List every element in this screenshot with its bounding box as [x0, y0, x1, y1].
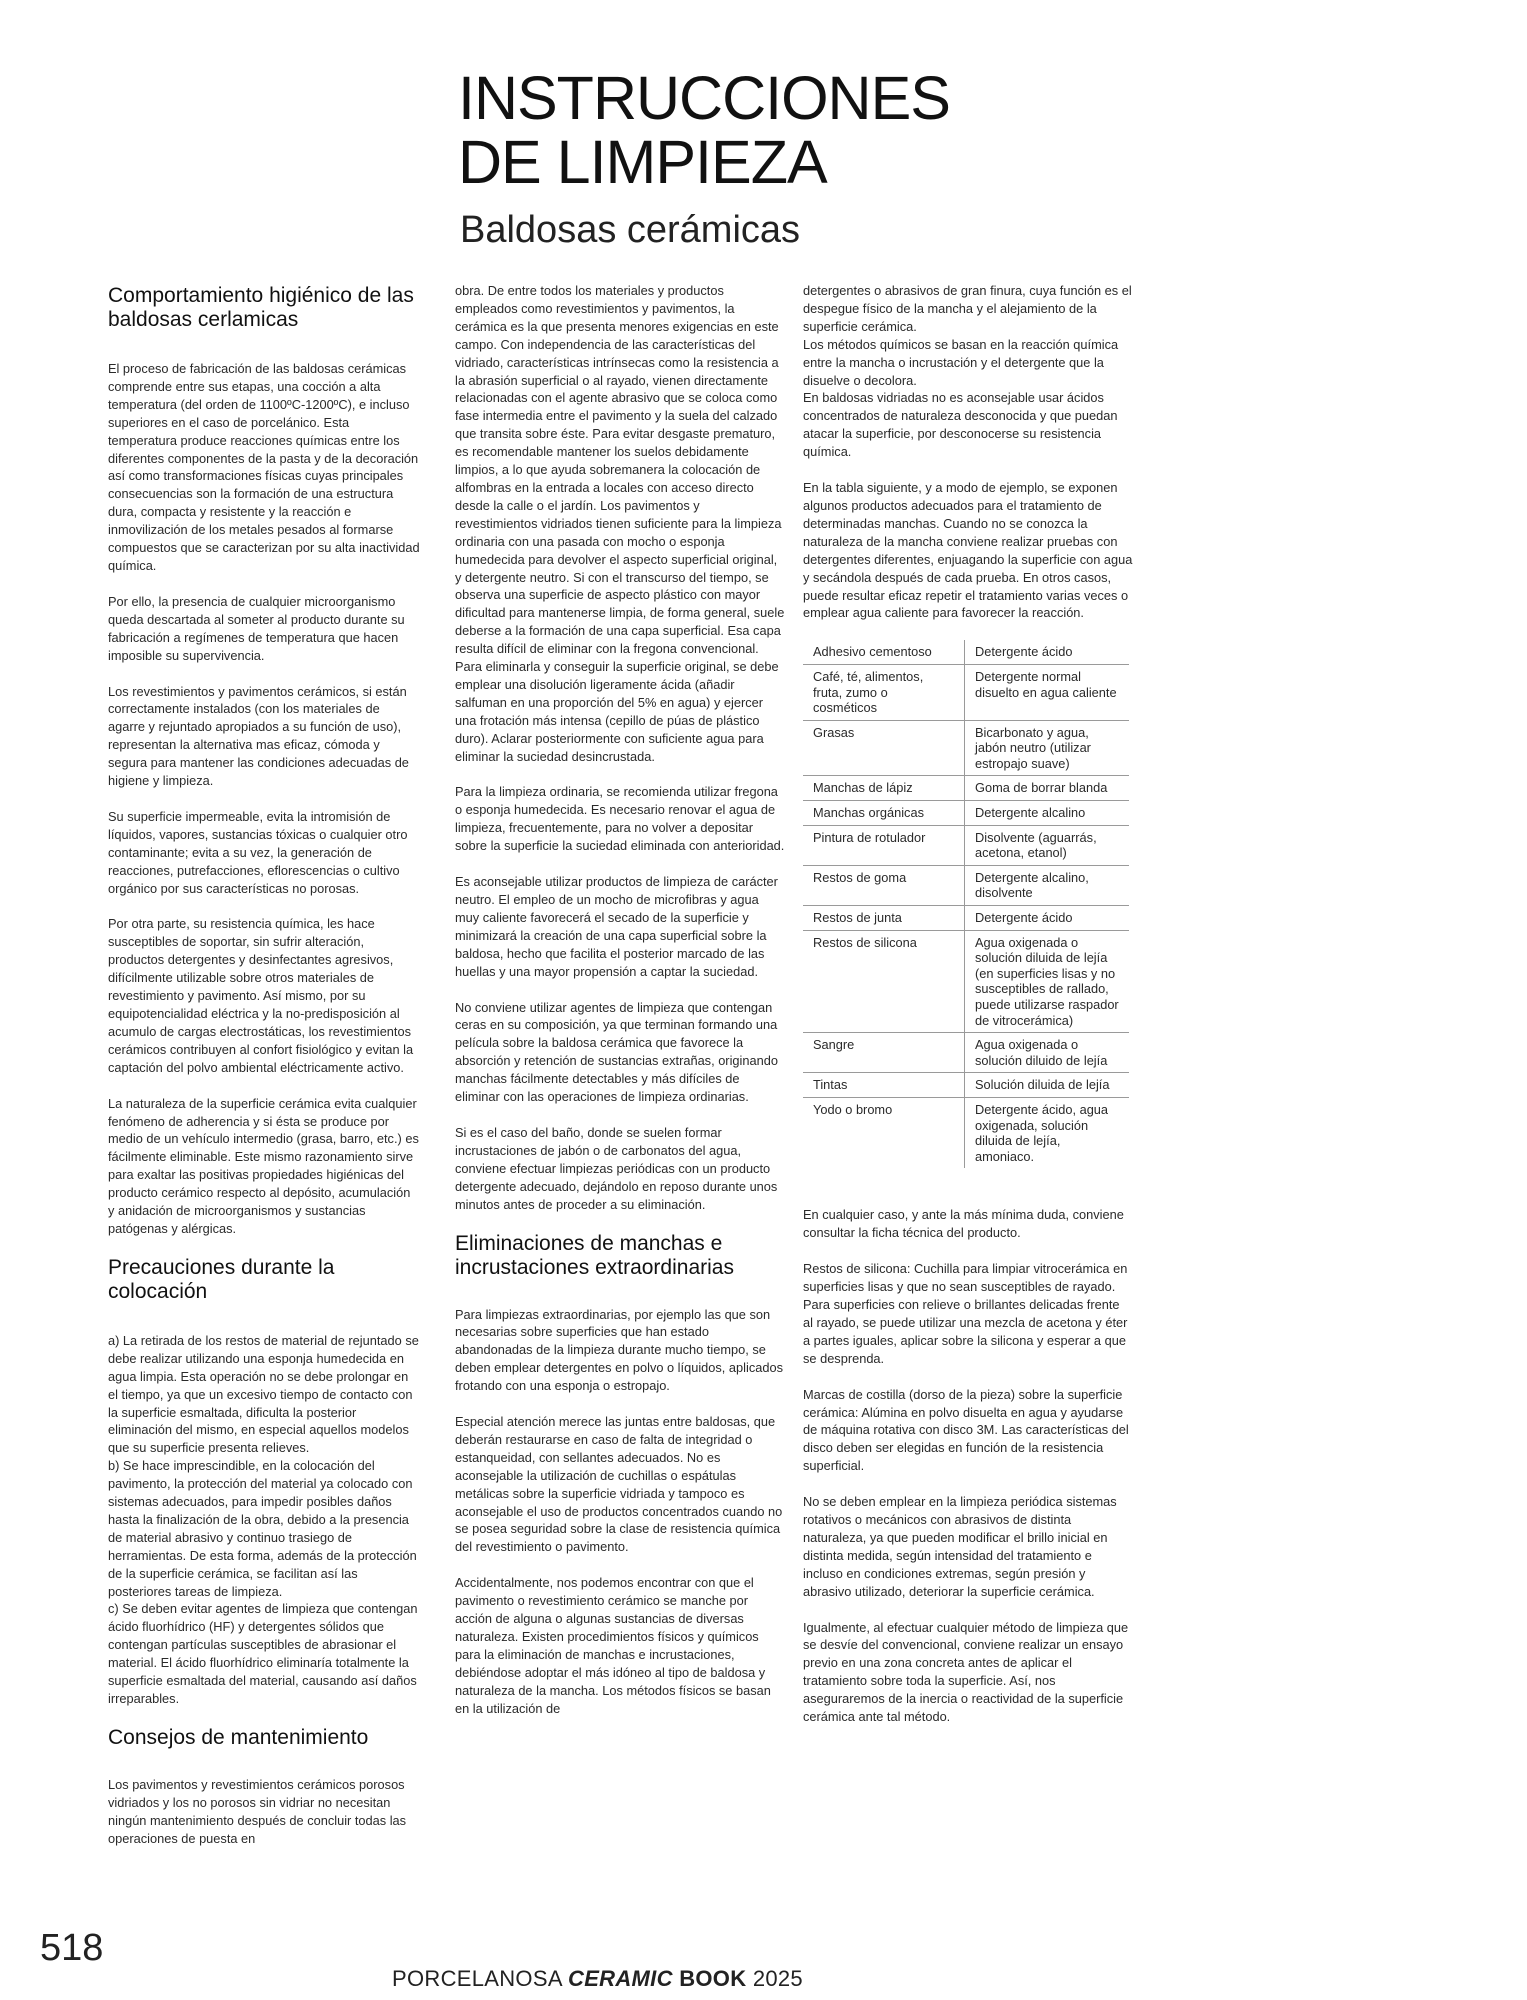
table-cell-product: Disolvente (aguarrás, acetona, etanol): [965, 825, 1130, 865]
paragraph: Por otra parte, su resistencia química, les hace susceptibles de soportar, sin sufrir alteración, productos detergentes y desinfectantes agresivos, difícilmente utilizable sobre otros materiales de revestimiento y pavimento. Así mismo, por su equipotencialidad eléctrica y la no-predisposición al acumulo de cargas electrostáticas, los revestimientos cerámicos contribuyen al confort fisiológico y evitan la captación del polvo ambiental eléctricamente activo.: [108, 916, 414, 1075]
paragraph: detergentes o abrasivos de gran finura, cuya función es el despegue físico de la mancha y el alejamiento de la superficie cerámica.: [803, 283, 1132, 334]
paragraph: No conviene utilizar agentes de limpieza que contengan ceras en su composición, ya que terminan formando una película sobre la baldosa cerámica que favorece la absorción y retención de sustancias extrañas, originando manchas fácilmente detectables y más difíciles de eliminar con las operaciones de limpieza ordinarias.: [455, 999, 778, 1105]
paragraph: En baldosas vidriadas no es aconsejable usar ácidos concentrados de naturaleza desconocida y que puedan atacar la superficie, por desconocerse su resistencia química.: [803, 390, 1118, 460]
paragraph: En cualquier caso, y ante la más mínima duda, conviene consultar la ficha técnica del producto.: [803, 1207, 1124, 1241]
paragraph: a) La retirada de los restos de material de rejuntado se debe realizar utilizando una esponja humedecida en agua limpia. Esta operación no se debe prolongar en el tiempo, ya que un excesivo tiempo de contacto con la superficie esmaltada, dificulta la posterior eliminación del mismo, en especial aquellos modelos que su superficie presenta relieves.: [108, 1332, 419, 1456]
page-number: 518: [40, 1927, 104, 1969]
title-line-1: INSTRUCCIONES: [458, 64, 950, 132]
table-cell-product: Solución diluida de lejía: [965, 1073, 1130, 1098]
table-cell-product: Goma de borrar blanda: [965, 776, 1130, 801]
table-cell-stain: Manchas orgánicas: [803, 801, 965, 826]
paragraph: Los métodos químicos se basan en la reacción química entre la mancha o incrustación y el detergente que la disuelve o decolora.: [803, 336, 1119, 388]
paragraph: Los pavimentos y revestimientos cerámicos porosos vidriados y los no porosos sin vidriar no necesitan ningún mantenimiento después de concluir todas las operaciones de puesta en: [108, 1776, 407, 1846]
table-cell-stain: Sangre: [803, 1033, 965, 1073]
paragraph: Para la limpieza ordinaria, se recomienda utilizar fregona o esponja humedecida. Es necesario renovar el agua de limpieza, frecuentemente, para no volver a depositar sobre la superficie la suciedad eliminada con anterioridad.: [455, 784, 785, 854]
table-cell-stain: Restos de goma: [803, 865, 965, 905]
stain-treatment-table: [803, 640, 1129, 1168]
paragraph: obra. De entre todos los materiales y productos empleados como revestimientos y pavimentos, la cerámica es la que presenta menores exigencias en este campo. Con independencia de las características del vidriado, características intrínsecas como la resistencia a la abrasión superficial o al rayado, vienen directamente relacionadas con el agente abrasivo que se coloca como fase intermedia entre el pavimento y la suela del calzado que transita sobre éste. Para evitar desgaste prematuro, es recomendable mantener los suelos debidamente limpios, a lo que ayuda sobremanera la colocación de alfombras en la entrada a locales con acceso directo desde la calle o el jardín. Los pavimentos y revestimientos vidriados tienen suficiente para la limpieza ordinaria con una pasada con mocho o esponja humedecida para devolver el aspecto superficial original, y detergente neutro. Si con el transcurso del tiempo, se observa una superficie de aspecto plástico con mayor dificultad para mantenerse limpia, de forma general, suele deberse a la formación de una capa superficial. Esa capa resulta difícil de eliminar con la fregona convencional. Para eliminarla y conseguir la superficie original, se debe emplear una disolución ligeramente ácida (añadir salfuman en una proporción del 5% en agua) y ejercer una frotación más intensa (cepillo de púas de plástico duro). Aclarar posteriormente con suficiente agua para eliminar la suciedad desincrustada.: [455, 283, 785, 764]
paragraph: Marcas de costilla (dorso de la pieza) sobre la superficie cerámica: Alúmina en polvo disuelta en agua y ayudarse de máquina rotativa con disco 3M. Las características del disco deben ser elegidas en función de la resistencia superficial.: [803, 1386, 1129, 1474]
table-cell-product: Detergente normal disuelto en agua caliente: [965, 664, 1130, 720]
column-3: [803, 282, 1133, 1744]
table-cell-stain: Adhesivo cementoso: [803, 640, 965, 664]
footer-ceramic: CERAMIC: [568, 1966, 673, 1991]
page-title: [458, 66, 1158, 194]
footer-year: 2025: [752, 1966, 803, 1991]
footer-publication-title: [392, 1966, 803, 1992]
table-row: [803, 720, 1129, 776]
paragraph: En la tabla siguiente, y a modo de ejemplo, se exponen algunos productos adecuados para el tratamiento de determinadas manchas. Cuando no se conozca la naturaleza de la mancha conviene realizar pruebas con detergentes diferentes, enjuagando la superficie con agua y secándola después de cada prueba. En otros casos, puede resultar eficaz repetir el tratamiento varias veces o emplear agua caliente para favorecer la reacción.: [803, 480, 1133, 621]
table-cell-stain: Restos de silicona: [803, 930, 965, 1033]
table-row: [803, 865, 1129, 905]
table-cell-product: Bicarbonato y agua, jabón neutro (utilizar estropajo suave): [965, 720, 1130, 776]
table-cell-product: Agua oxigenada o solución diluida de lejía (en superficies lisas y no susceptibles de rallado, puede utilizarse raspador de vitrocerámica): [965, 930, 1130, 1033]
paragraph: b) Se hace imprescindible, en la colocación del pavimento, la protección del material ya colocado con sistemas adecuados, para impedir posibles daños hasta la finalización de la obra, debido a la presencia de material abrasivo y continuo trasiego de herramientas. De esta forma, además de la protección de la superficie cerámica, se facilitan así las posteriores tareas de limpieza.: [108, 1458, 417, 1599]
paragraph: Si es el caso del baño, donde se suelen formar incrustaciones de jabón o de carbonatos del agua, conviene efectuar limpiezas periódicas con un producto detergente adecuado, dejándolo en reposo durante unos minutos antes de proceder a su eliminación.: [455, 1124, 778, 1212]
paragraph: Es aconsejable utilizar productos de limpieza de carácter neutro. El empleo de un mocho de microfibras y agua muy caliente favorecerá el secado de la superficie y minimizará la creación de una capa superficial sobre la baldosa, hecho que facilita el posterior marcado de las huellas y una mayor propensión a captar la suciedad.: [455, 874, 778, 979]
paragraph: c) Se deben evitar agentes de limpieza que contengan ácido fluorhídrico (HF) y detergentes sólidos que contengan partículas susceptibles de abrasionar el material. El ácido fluorhídrico eliminaría totalmente la superficie esmaltada del material, causando así daños irreparables.: [108, 1601, 418, 1706]
table-row: [803, 930, 1129, 1033]
paragraph: No se deben emplear en la limpieza periódica sistemas rotativos o mecánicos con abrasivos de distinta naturaleza, ya que pueden modificar el brillo inicial en distinta medida, según intensidad del tratamiento e incluso en condiciones extremas, según presión y abrasivo utilizado, deteriorar la superficie cerámica.: [803, 1494, 1117, 1599]
table-row: [803, 906, 1129, 931]
table-row: [803, 664, 1129, 720]
table-row: [803, 825, 1129, 865]
table-cell-product: Detergente ácido, agua oxigenada, solución diluida de lejía, amoniaco.: [965, 1097, 1130, 1168]
table-cell-product: Detergente ácido: [965, 906, 1130, 931]
paragraph: Especial atención merece las juntas entre baldosas, que deberán restaurarse en caso de falta de integridad o estanqueidad, con sellantes adecuados. No es aconsejable la utilización de cuchillas o espátulas metálicas sobre la superficie vidriada y tampoco es aconsejable el uso de productos concentrados cuando no se posea seguridad sobre la clase de resistencia química del revestimiento o pavimento.: [455, 1414, 783, 1555]
paragraph: La naturaleza de la superficie cerámica evita cualquier fenómeno de adherencia y si ésta se produce por medio de un vehículo intermedio (grasa, barro, etc.) es fácilmente eliminable. Este mismo razonamiento sirve para exaltar las positivas propiedades higiénicas del producto cerámico respecto al depósito, acumulación y anidación de microorganismos y sustancias patógenas y alérgicas.: [108, 1095, 419, 1236]
table-row: [803, 1073, 1129, 1098]
paragraph: Para limpiezas extraordinarias, por ejemplo las que son necesarias sobre superficies que han estado abandonadas de la limpieza durante mucho tiempo, se deben emplear detergentes en polvo o líquidos, aplicados frotando con una esponja o estropajo.: [455, 1306, 783, 1394]
column-1: [108, 284, 420, 1866]
paragraph: Los revestimientos y pavimentos cerámicos, si están correctamente instalados (con los materiales de agarre y rejuntado apropiados a su función de uso), representan la alternativa mas eficaz, cómoda y segura para mantener las condiciones adecuadas de higiene y limpieza.: [108, 683, 409, 789]
table-cell-product: Detergente alcalino, disolvente: [965, 865, 1130, 905]
paragraph: El proceso de fabricación de las baldosas cerámicas comprende entre sus etapas, una cocción a alta temperatura (del orden de 1100ºC-1200ºC), e incluso superiores en el caso de porcelánico. Esta temperatura produce reacciones químicas entre los diferentes componentes de la pasta y de la decoración así como transformaciones físicas cuyas principales consecuencias son la formación de una estructura dura, compacta y resistente y la reacción e inmovilización de los metales pesados al formarse compuestos que se caracterizan por su alta inactividad química.: [108, 361, 420, 573]
table-cell-stain: Manchas de lápiz: [803, 776, 965, 801]
page-subtitle: Baldosas cerámicas: [460, 209, 801, 251]
section-heading-maintenance: Consejos de mantenimiento: [108, 1725, 369, 1749]
section-heading-hygiene: Comportamiento higiénico de las baldosas cerlamicas: [108, 284, 414, 331]
paragraph: Por ello, la presencia de cualquier microorganismo queda descartada al someter al producto durante su fabricación a regímenes de temperatura que hacen imposible su supervivencia.: [108, 593, 405, 663]
paragraph: Igualmente, al efectuar cualquier método de limpieza que se desvíe del convencional, conviene realizar un ensayo previo en una zona concreta antes de aplicar el tratamiento sobre toda la superficie. Así, nos aseguraremos de la inercia o reactividad de la superficie cerámica ante tal método.: [803, 1619, 1129, 1725]
footer-book: BOOK: [679, 1966, 747, 1991]
paragraph: Su superficie impermeable, evita la intromisión de líquidos, vapores, sustancias tóxicas o cualquier otro contaminante; evita a su vez, la generación de reacciones, putrefacciones, eflorescencias o cultivo orgánico por sus características no porosas.: [108, 808, 408, 896]
title-line-2: DE LIMPIEZA: [458, 128, 827, 196]
table-cell-product: Agua oxigenada o solución diluido de lejía: [965, 1033, 1130, 1073]
table-cell-stain: Grasas: [803, 720, 965, 776]
column-2: [455, 282, 785, 1736]
table-cell-product: Detergente alcalino: [965, 801, 1130, 826]
table-cell-stain: Café, té, alimentos, fruta, zumo o cosméticos: [803, 664, 965, 720]
table-cell-product: Detergente ácido: [965, 640, 1130, 664]
table-cell-stain: Tintas: [803, 1073, 965, 1098]
table-cell-stain: Yodo o bromo: [813, 1101, 893, 1117]
paragraph: Restos de silicona: Cuchilla para limpiar vitrocerámica en superficies lisas y que no sean susceptibles de rayado. Para superficies con relieve o brillantes delicadas frente al rayado, se puede utilizar una mezcla de acetona y éter a partes iguales, aplicar sobre la silicona y esperar a que se desprenda.: [803, 1261, 1128, 1366]
table-row: [803, 776, 1129, 801]
table-cell-stain: Pintura de rotulador: [803, 825, 965, 865]
section-heading-stains: Eliminaciones de manchas e incrustaciones extraordinarias: [455, 1231, 734, 1279]
paragraph: Accidentalmente, nos podemos encontrar con que el pavimento o revestimiento cerámico se manche por acción de alguna o algunas sustancias de diversas naturaleza. Existen procedimientos físicos y químicos para la eliminación de manchas e incrustaciones, debiéndose adoptar el más idóneo al tipo de baldosa y naturaleza de la mancha. Los métodos físicos se basan en la utilización de: [455, 1575, 771, 1716]
footer-brand: PORCELANOSA: [392, 1966, 562, 1991]
table-row: [803, 801, 1129, 826]
section-heading-precautions: Precauciones durante la colocación: [108, 1255, 335, 1303]
table-row: [803, 1033, 1129, 1073]
table-cell-stain: Restos de junta: [803, 906, 965, 931]
table-row: [803, 640, 1129, 664]
table-row: [803, 1097, 1129, 1168]
